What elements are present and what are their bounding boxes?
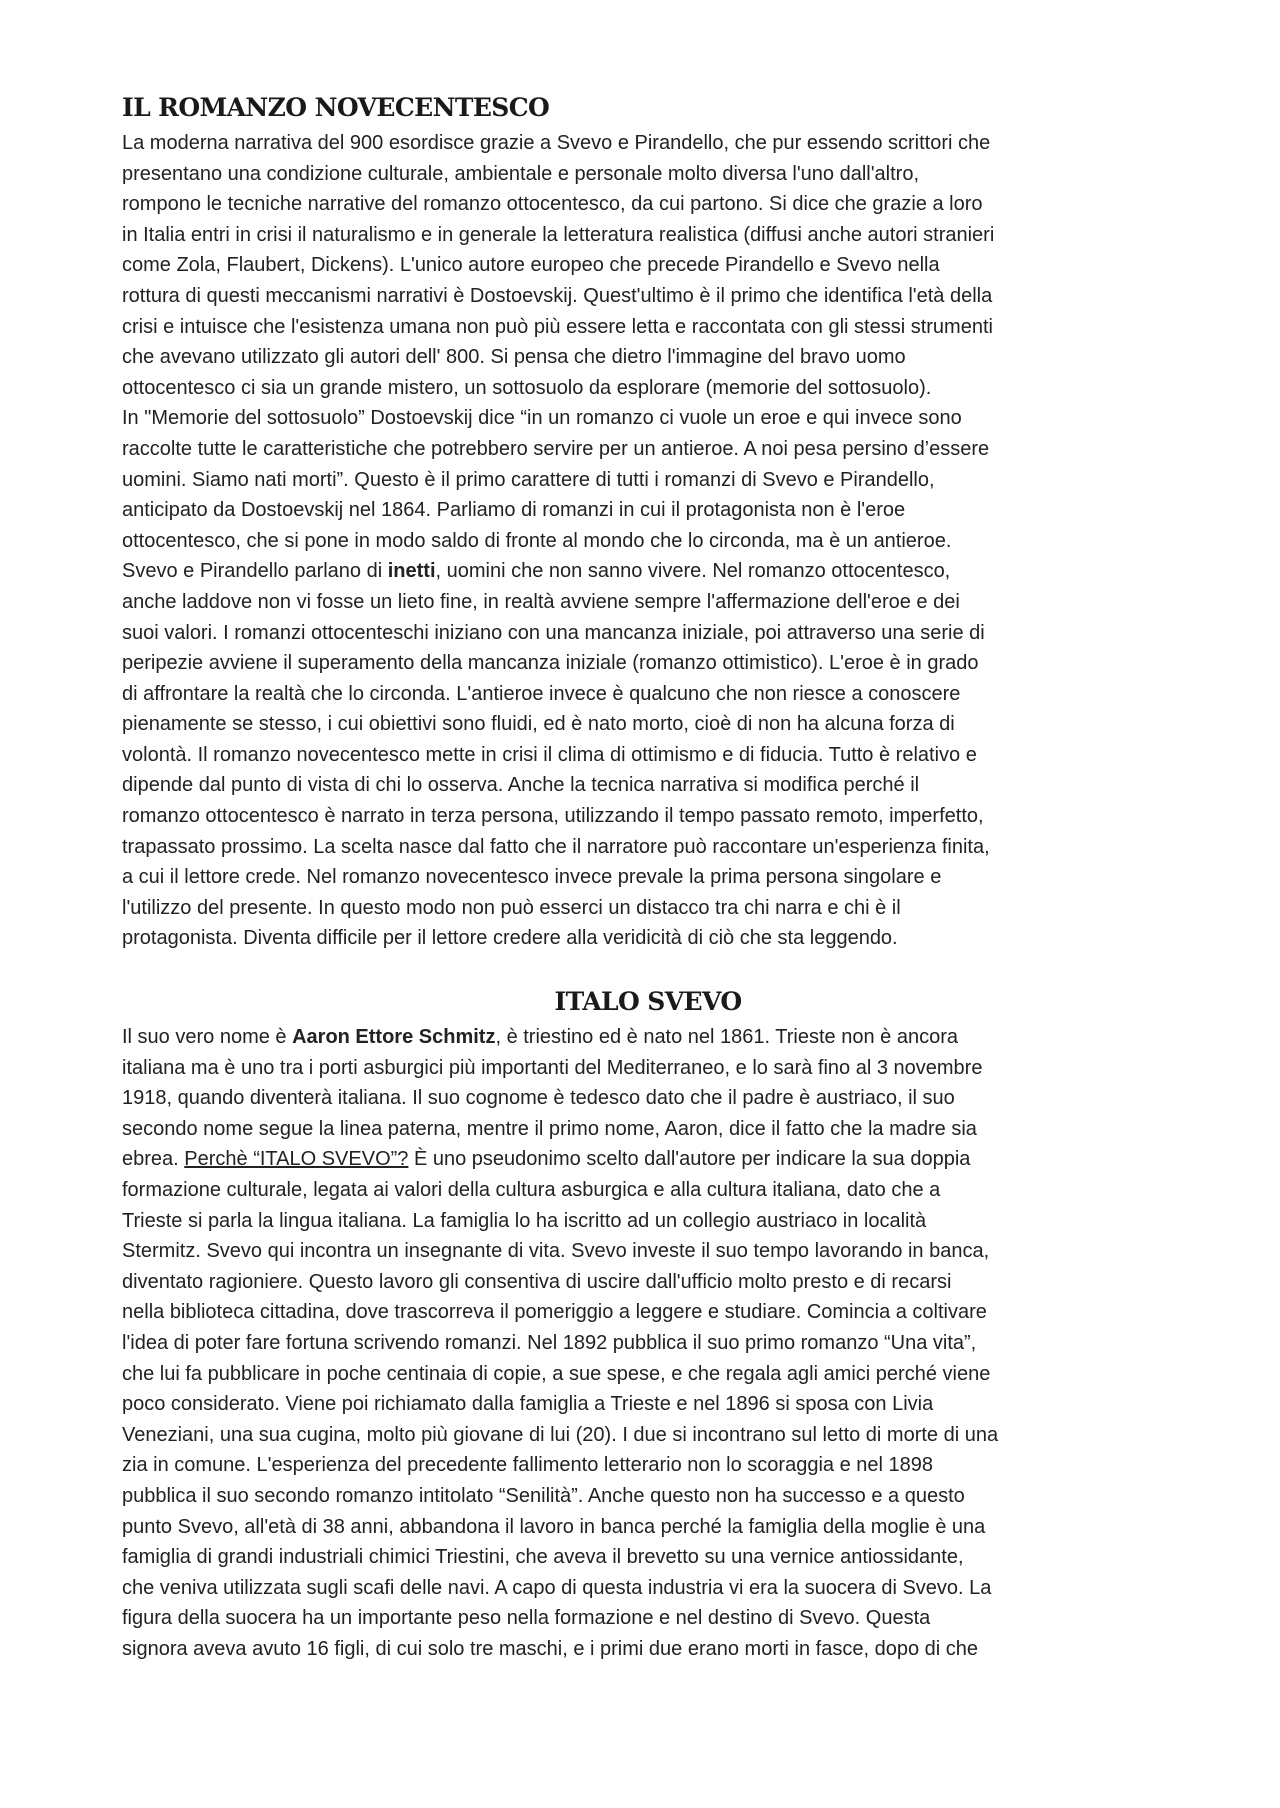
text-line: nella biblioteca cittadina, dove trascorreva il pomeriggio a leggere e studiare. Comincia a coltivare <box>122 1301 987 1324</box>
text-line: che avevano utilizzato gli autori dell' 800. Si pensa che dietro l'immagine del bravo uomo <box>122 346 906 369</box>
text-line: romanzo ottocentesco è narrato in terza persona, utilizzando il tempo passato remoto, imperfetto, <box>122 805 984 828</box>
text-line: suoi valori. I romanzi ottocenteschi iniziano con una mancanza iniziale, poi attraverso una serie di <box>122 621 985 644</box>
text-fragment: È uno pseudonimo scelto dall'autore per indicare la sua doppia <box>408 1148 971 1171</box>
section-title-italo-svevo: ITALO SVEVO <box>554 987 742 1017</box>
text-line: a cui il lettore crede. Nel romanzo novecentesco invece prevale la prima persona singolare e <box>122 866 942 889</box>
text-line: italiana ma è uno tra i porti asburgici più importanti del Mediterraneo, e lo sarà fino al 3 novembre <box>122 1056 983 1079</box>
underlined-question: Perchè “ITALO SVEVO”? <box>184 1148 409 1171</box>
text-line: l'utilizzo del presente. In questo modo non può esserci un distacco tra chi narra e chi è il <box>122 896 901 919</box>
text-line: dipende dal punto di vista di chi lo osserva. Anche la tecnica narrativa si modifica perché il <box>122 774 920 797</box>
text-line: In "Memorie del sottosuolo” Dostoevskij dice “in un romanzo ci vuole un eroe e qui invece sono <box>122 407 962 430</box>
text-line: famiglia di grandi industriali chimici Triestini, che aveva il brevetto su una vernice antiossidante, <box>122 1546 964 1569</box>
text-line: raccolte tutte le caratteristiche che potrebbero servire per un antieroe. A noi pesa persino d’essere <box>122 437 990 460</box>
text-line: La moderna narrativa del 900 esordisce grazie a Svevo e Pirandello, che pur essendo scrittori che <box>122 132 991 154</box>
bold-term-real-name: Aaron Ettore Schmitz <box>292 1026 496 1049</box>
text-fragment: Il suo vero nome è <box>122 1026 293 1049</box>
text-line: punto Svevo, all'età di 38 anni, abbandona il lavoro in banca perché la famiglia della moglie è una <box>122 1515 986 1538</box>
text-line: trapassato prossimo. La scelta nasce dal fatto che il narratore può raccontare un'esperienza finita, <box>122 835 990 858</box>
paragraph-romanzo-novecentesco <box>122 128 1174 954</box>
text-line: di affrontare la realtà che lo circonda. L'antieroe invece è qualcuno che non riesce a conoscere <box>122 682 961 705</box>
text-line: anticipato da Dostoevskij nel 1864. Parliamo di romanzi in cui il protagonista non è l'eroe <box>122 499 906 522</box>
text-line: Trieste si parla la lingua italiana. La famiglia lo ha iscritto ad un collegio austriaco in località <box>122 1209 927 1232</box>
text-line: poco considerato. Viene poi richiamato dalla famiglia a Trieste e nel 1896 si sposa con Livia <box>122 1393 934 1416</box>
text-line: protagonista. Diventa difficile per il lettore credere alla veridicità di ciò che sta leggendo. <box>122 927 898 950</box>
text-line: volontà. Il romanzo novecentesco mette in crisi il clima di ottimismo e di fiducia. Tutto è relativo e <box>122 743 977 766</box>
text-line: che lui fa pubblicare in poche centinaia di copie, a sue spese, e che regala agli amici perché viene <box>122 1362 991 1385</box>
text-line: rompono le tecniche narrative del romanzo ottocentesco, da cui partono. Si dice che grazie a loro <box>122 193 983 216</box>
text-fragment: , uomini che non sanno vivere. Nel romanzo ottocentesco, <box>435 560 951 583</box>
text-line: rottura di questi meccanismi narrativi è Dostoevskij. Quest'ultimo è il primo che identifica l'età della <box>122 284 993 307</box>
text-line <box>122 556 1174 587</box>
text-line: l'idea di poter fare fortuna scrivendo romanzi. Nel 1892 pubblica il suo primo romanzo “Una vita”, <box>122 1331 977 1354</box>
text-line: uomini. Siamo nati morti”. Questo è il primo carattere di tutti i romanzi di Svevo e Pirandello, <box>122 468 935 491</box>
text-line: peripezie avviene il superamento della mancanza iniziale (romanzo ottimistico). L'eroe è in grado <box>122 652 979 675</box>
text-line: zia in comune. L'esperienza del precedente fallimento letterario non lo scoraggia e nel 1898 <box>122 1454 933 1477</box>
document-page <box>122 88 1174 1665</box>
text-line: che veniva utilizzata sugli scafi delle navi. A capo di questa industria vi era la suocera di Svevo. La <box>122 1576 992 1599</box>
text-line: diventato ragioniere. Questo lavoro gli consentiva di uscire dall'ufficio molto presto e di recarsi <box>122 1270 952 1293</box>
text-line: ottocentesco ci sia un grande mistero, un sottosuolo da esplorare (memorie del sottosuolo). <box>122 376 932 399</box>
text-line: signora aveva avuto 16 figli, di cui solo tre maschi, e i primi due erano morti in fasce, dopo di che <box>122 1637 978 1660</box>
paragraph-italo-svevo <box>122 1022 1174 1664</box>
text-line: crisi e intuisce che l'esistenza umana non può più essere letta e raccontata con gli stessi strumenti <box>122 315 993 338</box>
text-fragment: ebrea. <box>122 1148 185 1171</box>
text-line: Veneziani, una sua cugina, molto più giovane di lui (20). I due si incontrano sul letto di morte di una <box>122 1423 999 1446</box>
text-line: Stermitz. Svevo qui incontra un insegnante di vita. Svevo investe il suo tempo lavorando in banca, <box>122 1240 990 1263</box>
text-fragment: Svevo e Pirandello parlano di <box>122 560 388 583</box>
text-line: ottocentesco, che si pone in modo saldo di fronte al mondo che lo circonda, ma è un antieroe. <box>122 529 952 552</box>
text-fragment: , è triestino ed è nato nel 1861. Trieste non è ancora <box>495 1026 958 1049</box>
bold-term-inetti: inetti <box>387 560 436 583</box>
section-spacer <box>122 954 1174 982</box>
text-line: presentano una condizione culturale, ambientale e personale molto diversa l'uno dall'altro, <box>122 162 920 185</box>
text-line: pienamente se stesso, i cui obiettivi sono fluidi, ed è nato morto, cioè di non ha alcuna forza di <box>122 713 955 736</box>
text-line <box>122 1144 1174 1175</box>
section-title-romanzo: IL ROMANZO NOVECENTESCO <box>122 93 550 122</box>
text-line: figura della suocera ha un importante peso nella formazione e nel destino di Svevo. Questa <box>122 1607 931 1630</box>
text-line: in Italia entri in crisi il naturalismo e in generale la letteratura realistica (diffusi anche autori stranieri <box>122 223 995 246</box>
text-line: secondo nome segue la linea paterna, mentre il primo nome, Aaron, dice il fatto che la madre sia <box>122 1117 977 1140</box>
text-line: pubblica il suo secondo romanzo intitolato “Senilità”. Anche questo non ha successo e a questo <box>122 1484 965 1507</box>
text-line <box>122 1022 1174 1053</box>
text-line: come Zola, Flaubert, Dickens). L'unico autore europeo che precede Pirandello e Svevo nella <box>122 254 940 277</box>
text-line: formazione culturale, legata ai valori della cultura asburgica e alla cultura italiana, dato che a <box>122 1179 941 1201</box>
text-line: 1918, quando diventerà italiana. Il suo cognome è tedesco dato che il padre è austriaco, il suo <box>122 1087 955 1110</box>
text-line: anche laddove non vi fosse un lieto fine, in realtà avviene sempre l'affermazione dell'eroe e dei <box>122 590 960 613</box>
